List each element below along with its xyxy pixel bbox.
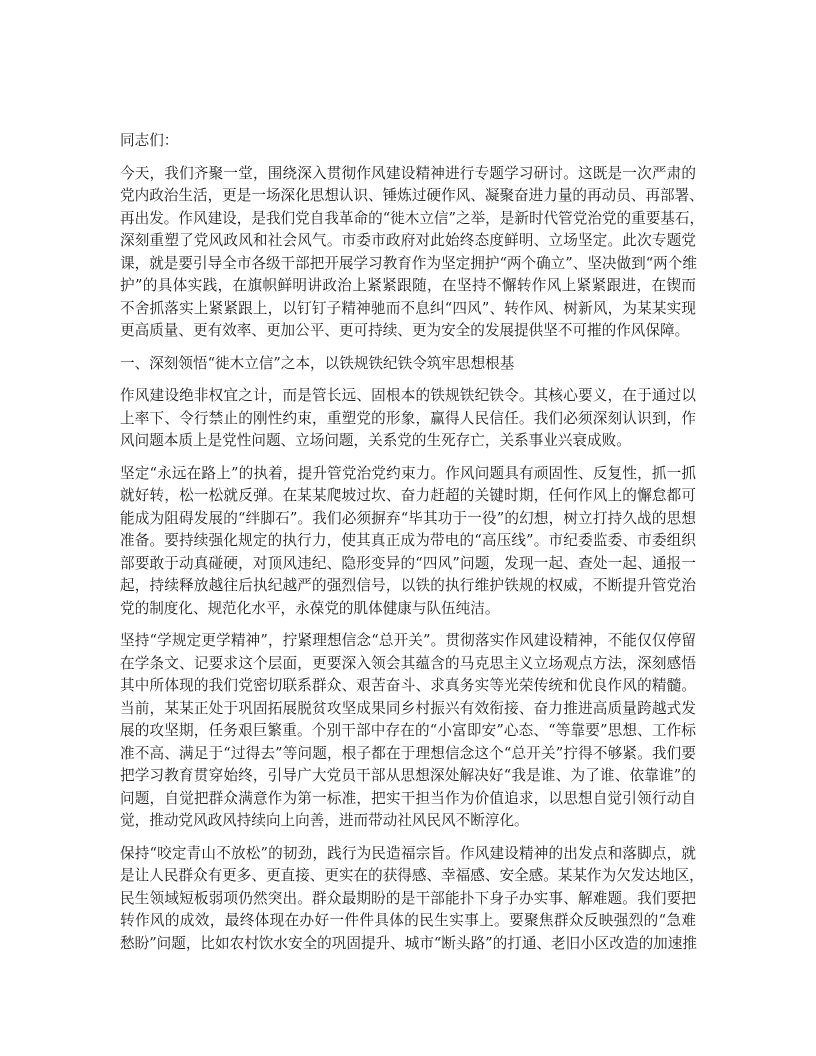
paragraph-line: 在学条文、记要求这个层面，更要深入领会其蕴含的马克思主义立场观点方法，深刻感悟 [120, 654, 696, 672]
paragraph [120, 630, 696, 833]
paragraph-line: 党内政治生活，更是一场深化思想认识、锤炼过硬作风、凝聚奋进力量的再动员、再部署、 [120, 187, 704, 204]
paragraph-line: 准备。要持续强化规定的执行力，使其真正成为带电的“高压线”。市纪委监委、市委组织 [120, 532, 696, 549]
paragraph-line: 民生领域短板弱项仍然突出。群众最期盼的是干部能扑下身子办实事、解难题。我们要把 [120, 889, 696, 907]
paragraph-line: 问题，自觉把群众满意作为第一标准，把实干担当作为价值追求，以思想自觉引领行动自 [120, 789, 696, 807]
paragraph-line: 把学习教育贯穿始终，引导广大党员干部从思想深处解决好“我是谁、为了谁、依靠谁”的 [120, 767, 696, 784]
paragraph-line: 党的制度化、规范化水平，永葆党的肌体健康与队伍纯洁。 [120, 599, 500, 617]
paragraph-line: 能成为阻碍发展的“绊脚石”。我们必须摒弃“毕其功于一役”的幻想，树立打持久战的思想 [120, 509, 696, 527]
paragraph-line: 是让人民群众有更多、更直接、更实在的获得感、幸福感、安全感。某某作为欠发达地区， [120, 867, 704, 884]
paragraph-line: 起，持续释放越往后执纪越严的强烈信号，以铁的执行维护铁规的权威，不断提升管党治 [120, 577, 696, 594]
paragraph-line: 再出发。作风建设，是我们党自我革命的“徙木立信”之举，是新时代管党治党的重要基石， [120, 209, 705, 227]
salutation-block [120, 130, 696, 153]
paragraph-line: 坚定“永远在路上”的执着，提升管党治党约束力。作风问题具有顽固性、反复性，抓一抓 [120, 464, 696, 482]
paragraph-line: 护”的具体实践，在旗帜鲜明讲政治上紧紧跟随，在坚持不懈转作风上紧紧跟进，在锲而 [120, 277, 696, 294]
paragraph-line: 坚持“学规定更学精神”，拧紧理想信念“总开关”。贯彻落实作风建设精神，不能仅仅停留 [120, 632, 696, 649]
paragraph-line: 愁盼”问题，比如农村饮水安全的巩固提升、城市“断头路”的打通、老旧小区改造的加速推 [120, 934, 697, 952]
paragraph-line: 风问题本质上是党性问题、立场问题，关系党的生死存亡，关系事业兴衰成败。 [120, 432, 631, 449]
section-heading-block [120, 353, 696, 376]
section-heading: 一、深刻领悟“徙木立信”之本，以铁规铁纪铁令筑牢思想根基 [120, 354, 515, 372]
paragraph [120, 385, 696, 453]
paragraph-line: 不舍抓落实上紧紧跟上，以钉钉子精神驰而不息纠“四风”、转作风、树新风，为某某实现 [120, 299, 696, 317]
paragraph-line: 保持“咬定青山不放松”的韧劲，践行为民造福宗旨。作风建设精神的出发点和落脚点，就 [120, 844, 696, 862]
paragraph-line: 就好转，松一松就反弹。在某某爬坡过坎、奋力赶超的关键时期，任何作风上的懈怠都可 [120, 487, 696, 504]
paragraph-line: 准不高、满足于“过得去”等问题，根子都在于理想信念这个“总开关”拧得不够紧。我们要 [120, 744, 696, 762]
paragraph [120, 843, 704, 956]
paragraph-line: 转作风的成效，最终体现在办好一件件具体的民生实事上。要聚焦群众反映强烈的“急难 [120, 912, 696, 929]
paragraph-line: 其中所体现的我们党密切联系群众、艰苦奋斗、求真务实等光荣传统和优良作风的精髓。 [120, 677, 696, 694]
paragraph-line: 当前，某某正处于巩固拓展脱贫攻坚成果同乡村振兴有效衔接、奋力推进高质量跨越式发 [120, 699, 696, 717]
paragraph-line: 上率下、令行禁止的刚性约束，重塑党的形象，赢得人民信任。我们必须深刻认识到，作 [120, 409, 696, 427]
paragraph-line: 深刻重塑了党风政风和社会风气。市委市政府对此始终态度鲜明、立场坚定。此次专题党 [120, 232, 696, 249]
paragraph-line: 觉，推动党风政风持续向上向善，进而带动社风民风不断淳化。 [120, 812, 529, 829]
paragraph [120, 463, 696, 621]
paragraph-line: 课，就是要引导全市各级干部把开展学习教育作为坚定拥护“两个确立”、坚决做到“两个维 [120, 254, 697, 272]
document-body [120, 130, 705, 965]
intro-paragraph [120, 163, 705, 343]
paragraph-line: 展的攻坚期，任务艰巨繁重。个别干部中存在的“小富即安”心态、“等靠要”思想、工作标 [120, 722, 696, 739]
salutation: 同志们： [120, 132, 179, 149]
paragraph-line: 作风建设绝非权宜之计，而是管长远、固根本的铁规铁纪铁令。其核心要义，在于通过以 [120, 387, 696, 404]
paragraph-line: 部要敢于动真碰硬，对顶风违纪、隐形变异的“四风”问题，发现一起、查处一起、通报一 [120, 554, 696, 572]
paragraph-line: 今天，我们齐聚一堂，围绕深入贯彻作风建设精神进行专题学习研讨。这既是一次严肃的 [120, 164, 696, 182]
paragraph-line: 更高质量、更有效率、更加公平、更可持续、更为安全的发展提供坚不可摧的作风保障。 [120, 322, 690, 339]
